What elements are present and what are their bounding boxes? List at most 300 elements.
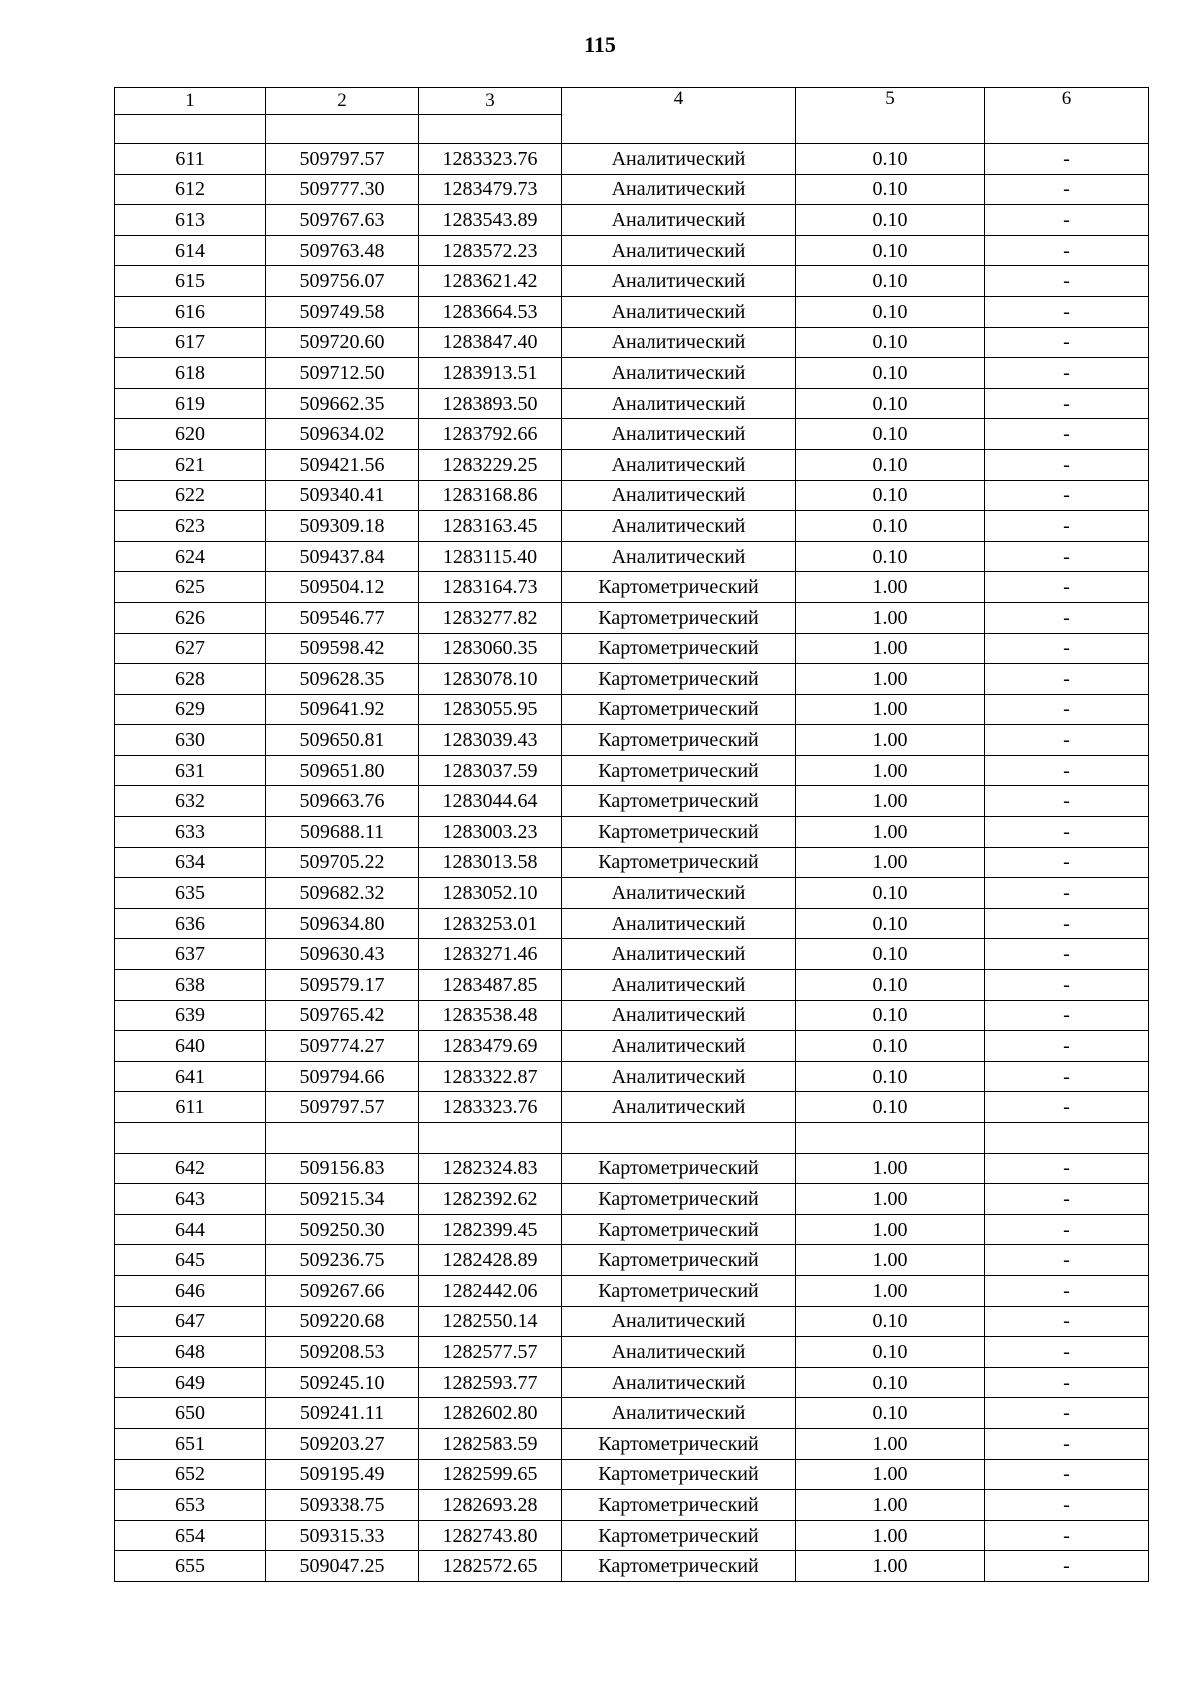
determination-method-cell: Аналитический bbox=[562, 144, 796, 175]
y-coordinate-cell: 1282428.89 bbox=[419, 1245, 562, 1276]
table-row bbox=[115, 694, 1149, 725]
table-row bbox=[115, 235, 1149, 266]
accuracy-cell: 0.10 bbox=[796, 511, 985, 542]
accuracy-cell: 0.10 bbox=[796, 1092, 985, 1123]
description-cell: - bbox=[985, 1520, 1149, 1551]
y-coordinate-cell: 1283913.51 bbox=[419, 358, 562, 389]
point-number-cell: 647 bbox=[115, 1306, 266, 1337]
accuracy-cell: 1.00 bbox=[796, 1551, 985, 1582]
header-subcell-2 bbox=[266, 115, 419, 144]
description-cell: - bbox=[985, 572, 1149, 603]
determination-method-cell: Аналитический bbox=[562, 1337, 796, 1368]
y-coordinate-cell: 1283229.25 bbox=[419, 449, 562, 480]
point-number-cell: 626 bbox=[115, 602, 266, 633]
determination-method-cell: Аналитический bbox=[562, 970, 796, 1001]
point-number-cell: 635 bbox=[115, 878, 266, 909]
x-coordinate-cell: 509315.33 bbox=[266, 1520, 419, 1551]
y-coordinate-cell: 1282324.83 bbox=[419, 1153, 562, 1184]
accuracy-cell: 0.10 bbox=[796, 1367, 985, 1398]
x-coordinate-cell: 509630.43 bbox=[266, 939, 419, 970]
column-header-1: 1 bbox=[115, 88, 266, 115]
table-row bbox=[115, 1428, 1149, 1459]
determination-method-cell: Картометрический bbox=[562, 847, 796, 878]
x-coordinate-cell bbox=[266, 1123, 419, 1154]
y-coordinate-cell: 1283277.82 bbox=[419, 602, 562, 633]
determination-method-cell: Картометрический bbox=[562, 1459, 796, 1490]
column-number-row bbox=[115, 88, 1149, 115]
description-cell: - bbox=[985, 205, 1149, 236]
accuracy-cell: 0.10 bbox=[796, 939, 985, 970]
x-coordinate-cell: 509236.75 bbox=[266, 1245, 419, 1276]
y-coordinate-cell: 1283621.42 bbox=[419, 266, 562, 297]
point-number-cell: 651 bbox=[115, 1428, 266, 1459]
y-coordinate-cell: 1283164.73 bbox=[419, 572, 562, 603]
y-coordinate-cell: 1282550.14 bbox=[419, 1306, 562, 1337]
point-number-cell: 634 bbox=[115, 847, 266, 878]
x-coordinate-cell: 509641.92 bbox=[266, 694, 419, 725]
accuracy-cell: 1.00 bbox=[796, 755, 985, 786]
table-row bbox=[115, 1490, 1149, 1521]
point-number-cell: 613 bbox=[115, 205, 266, 236]
x-coordinate-cell: 509047.25 bbox=[266, 1551, 419, 1582]
determination-method-cell: Картометрический bbox=[562, 1275, 796, 1306]
x-coordinate-cell: 509794.66 bbox=[266, 1061, 419, 1092]
x-coordinate-cell: 509546.77 bbox=[266, 602, 419, 633]
accuracy-cell: 0.10 bbox=[796, 266, 985, 297]
point-number-cell: 623 bbox=[115, 511, 266, 542]
point-number-cell: 625 bbox=[115, 572, 266, 603]
x-coordinate-cell: 509437.84 bbox=[266, 541, 419, 572]
description-cell: - bbox=[985, 296, 1149, 327]
description-cell: - bbox=[985, 602, 1149, 633]
determination-method-cell: Аналитический bbox=[562, 296, 796, 327]
y-coordinate-cell: 1283323.76 bbox=[419, 144, 562, 175]
determination-method-cell bbox=[562, 1123, 796, 1154]
determination-method-cell: Картометрический bbox=[562, 1245, 796, 1276]
point-number-cell: 631 bbox=[115, 755, 266, 786]
table-row bbox=[115, 786, 1149, 817]
column-header-4: 4 bbox=[562, 88, 796, 144]
point-number-cell bbox=[115, 1123, 266, 1154]
description-cell: - bbox=[985, 449, 1149, 480]
accuracy-cell: 0.10 bbox=[796, 1337, 985, 1368]
accuracy-cell: 0.10 bbox=[796, 1306, 985, 1337]
determination-method-cell: Аналитический bbox=[562, 1061, 796, 1092]
description-cell: - bbox=[985, 1337, 1149, 1368]
table-row bbox=[115, 572, 1149, 603]
x-coordinate-cell: 509765.42 bbox=[266, 1000, 419, 1031]
table-row bbox=[115, 1031, 1149, 1062]
x-coordinate-cell: 509208.53 bbox=[266, 1337, 419, 1368]
y-coordinate-cell: 1282599.65 bbox=[419, 1459, 562, 1490]
y-coordinate-cell: 1282593.77 bbox=[419, 1367, 562, 1398]
point-number-cell: 622 bbox=[115, 480, 266, 511]
description-cell: - bbox=[985, 1490, 1149, 1521]
accuracy-cell: 1.00 bbox=[796, 633, 985, 664]
y-coordinate-cell: 1283060.35 bbox=[419, 633, 562, 664]
table-row bbox=[115, 1123, 1149, 1154]
point-number-cell: 615 bbox=[115, 266, 266, 297]
point-number-cell: 653 bbox=[115, 1490, 266, 1521]
x-coordinate-cell: 509688.11 bbox=[266, 817, 419, 848]
table-row bbox=[115, 449, 1149, 480]
table-row bbox=[115, 541, 1149, 572]
table-row bbox=[115, 908, 1149, 939]
point-number-cell: 637 bbox=[115, 939, 266, 970]
description-cell: - bbox=[985, 174, 1149, 205]
table-row bbox=[115, 1367, 1149, 1398]
description-cell: - bbox=[985, 878, 1149, 909]
point-number-cell: 642 bbox=[115, 1153, 266, 1184]
point-number-cell: 624 bbox=[115, 541, 266, 572]
y-coordinate-cell: 1282743.80 bbox=[419, 1520, 562, 1551]
point-number-cell: 636 bbox=[115, 908, 266, 939]
y-coordinate-cell: 1283037.59 bbox=[419, 755, 562, 786]
point-number-cell: 612 bbox=[115, 174, 266, 205]
determination-method-cell: Картометрический bbox=[562, 1520, 796, 1551]
description-cell: - bbox=[985, 694, 1149, 725]
x-coordinate-cell: 509763.48 bbox=[266, 235, 419, 266]
accuracy-cell: 0.10 bbox=[796, 1031, 985, 1062]
accuracy-cell: 1.00 bbox=[796, 1459, 985, 1490]
description-cell: - bbox=[985, 358, 1149, 389]
description-cell: - bbox=[985, 1367, 1149, 1398]
accuracy-cell: 1.00 bbox=[796, 602, 985, 633]
y-coordinate-cell: 1283271.46 bbox=[419, 939, 562, 970]
column-header-3: 3 bbox=[419, 88, 562, 115]
accuracy-cell: 0.10 bbox=[796, 480, 985, 511]
table-row bbox=[115, 480, 1149, 511]
y-coordinate-cell: 1283543.89 bbox=[419, 205, 562, 236]
accuracy-cell: 0.10 bbox=[796, 541, 985, 572]
table-body bbox=[115, 88, 1149, 1582]
point-number-cell: 620 bbox=[115, 419, 266, 450]
accuracy-cell: 0.10 bbox=[796, 327, 985, 358]
table-row bbox=[115, 878, 1149, 909]
description-cell: - bbox=[985, 1245, 1149, 1276]
point-number-cell: 611 bbox=[115, 144, 266, 175]
description-cell: - bbox=[985, 1061, 1149, 1092]
accuracy-cell: 0.10 bbox=[796, 1000, 985, 1031]
point-number-cell: 619 bbox=[115, 388, 266, 419]
description-cell: - bbox=[985, 633, 1149, 664]
x-coordinate-cell: 509756.07 bbox=[266, 266, 419, 297]
accuracy-cell: 1.00 bbox=[796, 694, 985, 725]
y-coordinate-cell: 1282442.06 bbox=[419, 1275, 562, 1306]
determination-method-cell: Аналитический bbox=[562, 1398, 796, 1429]
accuracy-cell: 0.10 bbox=[796, 358, 985, 389]
determination-method-cell: Картометрический bbox=[562, 694, 796, 725]
determination-method-cell: Картометрический bbox=[562, 725, 796, 756]
x-coordinate-cell: 509309.18 bbox=[266, 511, 419, 542]
description-cell: - bbox=[985, 1551, 1149, 1582]
accuracy-cell: 0.10 bbox=[796, 205, 985, 236]
determination-method-cell: Аналитический bbox=[562, 480, 796, 511]
determination-method-cell: Картометрический bbox=[562, 1184, 796, 1215]
y-coordinate-cell: 1283322.87 bbox=[419, 1061, 562, 1092]
point-number-cell: 632 bbox=[115, 786, 266, 817]
point-number-cell: 621 bbox=[115, 449, 266, 480]
description-cell: - bbox=[985, 266, 1149, 297]
accuracy-cell: 0.10 bbox=[796, 878, 985, 909]
accuracy-cell: 1.00 bbox=[796, 847, 985, 878]
x-coordinate-cell: 509245.10 bbox=[266, 1367, 419, 1398]
y-coordinate-cell: 1282572.65 bbox=[419, 1551, 562, 1582]
description-cell: - bbox=[985, 327, 1149, 358]
determination-method-cell: Аналитический bbox=[562, 1367, 796, 1398]
table-row bbox=[115, 419, 1149, 450]
accuracy-cell: 0.10 bbox=[796, 1398, 985, 1429]
determination-method-cell: Картометрический bbox=[562, 602, 796, 633]
description-cell: - bbox=[985, 1031, 1149, 1062]
point-number-cell: 630 bbox=[115, 725, 266, 756]
description-cell: - bbox=[985, 1306, 1149, 1337]
y-coordinate-cell: 1282602.80 bbox=[419, 1398, 562, 1429]
accuracy-cell bbox=[796, 1123, 985, 1154]
determination-method-cell: Аналитический bbox=[562, 908, 796, 939]
point-number-cell: 640 bbox=[115, 1031, 266, 1062]
table-row bbox=[115, 1000, 1149, 1031]
y-coordinate-cell: 1282693.28 bbox=[419, 1490, 562, 1521]
x-coordinate-cell: 509651.80 bbox=[266, 755, 419, 786]
determination-method-cell: Картометрический bbox=[562, 1214, 796, 1245]
point-number-cell: 644 bbox=[115, 1214, 266, 1245]
y-coordinate-cell: 1282577.57 bbox=[419, 1337, 562, 1368]
x-coordinate-cell: 509628.35 bbox=[266, 664, 419, 695]
point-number-cell: 652 bbox=[115, 1459, 266, 1490]
description-cell: - bbox=[985, 1275, 1149, 1306]
x-coordinate-cell: 509421.56 bbox=[266, 449, 419, 480]
description-cell: - bbox=[985, 817, 1149, 848]
y-coordinate-cell: 1283664.53 bbox=[419, 296, 562, 327]
description-cell: - bbox=[985, 1000, 1149, 1031]
x-coordinate-cell: 509215.34 bbox=[266, 1184, 419, 1215]
point-number-cell: 628 bbox=[115, 664, 266, 695]
y-coordinate-cell: 1283039.43 bbox=[419, 725, 562, 756]
x-coordinate-cell: 509634.02 bbox=[266, 419, 419, 450]
accuracy-cell: 1.00 bbox=[796, 1214, 985, 1245]
y-coordinate-cell: 1283013.58 bbox=[419, 847, 562, 878]
determination-method-cell: Аналитический bbox=[562, 511, 796, 542]
x-coordinate-cell: 509705.22 bbox=[266, 847, 419, 878]
description-cell: - bbox=[985, 755, 1149, 786]
description-cell bbox=[985, 1123, 1149, 1154]
determination-method-cell: Картометрический bbox=[562, 1153, 796, 1184]
point-number-cell: 649 bbox=[115, 1367, 266, 1398]
description-cell: - bbox=[985, 419, 1149, 450]
accuracy-cell: 0.10 bbox=[796, 235, 985, 266]
description-cell: - bbox=[985, 541, 1149, 572]
accuracy-cell: 1.00 bbox=[796, 725, 985, 756]
x-coordinate-cell: 509749.58 bbox=[266, 296, 419, 327]
accuracy-cell: 1.00 bbox=[796, 1520, 985, 1551]
accuracy-cell: 1.00 bbox=[796, 1490, 985, 1521]
x-coordinate-cell: 509250.30 bbox=[266, 1214, 419, 1245]
table-row bbox=[115, 1092, 1149, 1123]
y-coordinate-cell: 1283572.23 bbox=[419, 235, 562, 266]
y-coordinate-cell: 1283115.40 bbox=[419, 541, 562, 572]
point-number-cell: 654 bbox=[115, 1520, 266, 1551]
x-coordinate-cell: 509579.17 bbox=[266, 970, 419, 1001]
x-coordinate-cell: 509220.68 bbox=[266, 1306, 419, 1337]
y-coordinate-cell: 1283323.76 bbox=[419, 1092, 562, 1123]
table-row bbox=[115, 388, 1149, 419]
point-number-cell: 611 bbox=[115, 1092, 266, 1123]
description-cell: - bbox=[985, 664, 1149, 695]
description-cell: - bbox=[985, 908, 1149, 939]
x-coordinate-cell: 509650.81 bbox=[266, 725, 419, 756]
header-subcell-1 bbox=[115, 115, 266, 144]
determination-method-cell: Аналитический bbox=[562, 388, 796, 419]
y-coordinate-cell bbox=[419, 1123, 562, 1154]
point-number-cell: 650 bbox=[115, 1398, 266, 1429]
point-number-cell: 617 bbox=[115, 327, 266, 358]
x-coordinate-cell: 509338.75 bbox=[266, 1490, 419, 1521]
table-row bbox=[115, 358, 1149, 389]
table-row bbox=[115, 664, 1149, 695]
description-cell: - bbox=[985, 786, 1149, 817]
determination-method-cell: Аналитический bbox=[562, 235, 796, 266]
determination-method-cell: Аналитический bbox=[562, 878, 796, 909]
determination-method-cell: Картометрический bbox=[562, 633, 796, 664]
y-coordinate-cell: 1283487.85 bbox=[419, 970, 562, 1001]
table-row bbox=[115, 1520, 1149, 1551]
table-row bbox=[115, 633, 1149, 664]
y-coordinate-cell: 1283792.66 bbox=[419, 419, 562, 450]
determination-method-cell: Картометрический bbox=[562, 786, 796, 817]
description-cell: - bbox=[985, 1184, 1149, 1215]
accuracy-cell: 1.00 bbox=[796, 1153, 985, 1184]
determination-method-cell: Аналитический bbox=[562, 541, 796, 572]
description-cell: - bbox=[985, 235, 1149, 266]
page-number: 115 bbox=[584, 32, 616, 57]
table-row bbox=[115, 1459, 1149, 1490]
description-cell: - bbox=[985, 144, 1149, 175]
accuracy-cell: 0.10 bbox=[796, 144, 985, 175]
x-coordinate-cell: 509720.60 bbox=[266, 327, 419, 358]
column-header-6: 6 bbox=[985, 88, 1149, 144]
point-number-cell: 648 bbox=[115, 1337, 266, 1368]
coordinates-table bbox=[114, 87, 1149, 1582]
x-coordinate-cell: 509797.57 bbox=[266, 1092, 419, 1123]
y-coordinate-cell: 1282399.45 bbox=[419, 1214, 562, 1245]
determination-method-cell: Аналитический bbox=[562, 327, 796, 358]
accuracy-cell: 0.10 bbox=[796, 449, 985, 480]
description-cell: - bbox=[985, 480, 1149, 511]
accuracy-cell: 1.00 bbox=[796, 664, 985, 695]
determination-method-cell: Аналитический bbox=[562, 174, 796, 205]
accuracy-cell: 1.00 bbox=[796, 1428, 985, 1459]
table-row bbox=[115, 755, 1149, 786]
point-number-cell: 638 bbox=[115, 970, 266, 1001]
y-coordinate-cell: 1283003.23 bbox=[419, 817, 562, 848]
determination-method-cell: Картометрический bbox=[562, 664, 796, 695]
x-coordinate-cell: 509682.32 bbox=[266, 878, 419, 909]
x-coordinate-cell: 509712.50 bbox=[266, 358, 419, 389]
description-cell: - bbox=[985, 1459, 1149, 1490]
determination-method-cell: Аналитический bbox=[562, 1306, 796, 1337]
table-row bbox=[115, 970, 1149, 1001]
determination-method-cell: Аналитический bbox=[562, 1000, 796, 1031]
point-number-cell: 629 bbox=[115, 694, 266, 725]
table-row bbox=[115, 1337, 1149, 1368]
table-row bbox=[115, 1398, 1149, 1429]
point-number-cell: 618 bbox=[115, 358, 266, 389]
y-coordinate-cell: 1282392.62 bbox=[419, 1184, 562, 1215]
determination-method-cell: Аналитический bbox=[562, 358, 796, 389]
accuracy-cell: 0.10 bbox=[796, 1061, 985, 1092]
determination-method-cell: Аналитический bbox=[562, 1092, 796, 1123]
description-cell: - bbox=[985, 970, 1149, 1001]
table-row bbox=[115, 725, 1149, 756]
y-coordinate-cell: 1283044.64 bbox=[419, 786, 562, 817]
table-row bbox=[115, 266, 1149, 297]
description-cell: - bbox=[985, 1214, 1149, 1245]
y-coordinate-cell: 1283847.40 bbox=[419, 327, 562, 358]
determination-method-cell: Аналитический bbox=[562, 1031, 796, 1062]
x-coordinate-cell: 509504.12 bbox=[266, 572, 419, 603]
x-coordinate-cell: 509156.83 bbox=[266, 1153, 419, 1184]
y-coordinate-cell: 1282583.59 bbox=[419, 1428, 562, 1459]
x-coordinate-cell: 509767.63 bbox=[266, 205, 419, 236]
accuracy-cell: 1.00 bbox=[796, 1184, 985, 1215]
accuracy-cell: 0.10 bbox=[796, 970, 985, 1001]
table-row bbox=[115, 1184, 1149, 1215]
point-number-cell: 655 bbox=[115, 1551, 266, 1582]
description-cell: - bbox=[985, 511, 1149, 542]
point-number-cell: 645 bbox=[115, 1245, 266, 1276]
y-coordinate-cell: 1283538.48 bbox=[419, 1000, 562, 1031]
y-coordinate-cell: 1283893.50 bbox=[419, 388, 562, 419]
table-row bbox=[115, 1214, 1149, 1245]
accuracy-cell: 1.00 bbox=[796, 786, 985, 817]
accuracy-cell: 1.00 bbox=[796, 572, 985, 603]
x-coordinate-cell: 509663.76 bbox=[266, 786, 419, 817]
table-row bbox=[115, 1245, 1149, 1276]
accuracy-cell: 0.10 bbox=[796, 908, 985, 939]
x-coordinate-cell: 509267.66 bbox=[266, 1275, 419, 1306]
x-coordinate-cell: 509203.27 bbox=[266, 1428, 419, 1459]
point-number-cell: 641 bbox=[115, 1061, 266, 1092]
table-row bbox=[115, 1306, 1149, 1337]
x-coordinate-cell: 509598.42 bbox=[266, 633, 419, 664]
point-number-cell: 616 bbox=[115, 296, 266, 327]
point-number-cell: 646 bbox=[115, 1275, 266, 1306]
table-row bbox=[115, 1153, 1149, 1184]
determination-method-cell: Картометрический bbox=[562, 817, 796, 848]
description-cell: - bbox=[985, 939, 1149, 970]
table-row bbox=[115, 1275, 1149, 1306]
table-row bbox=[115, 296, 1149, 327]
y-coordinate-cell: 1283052.10 bbox=[419, 878, 562, 909]
point-number-cell: 643 bbox=[115, 1184, 266, 1215]
table-row bbox=[115, 847, 1149, 878]
table-row bbox=[115, 1061, 1149, 1092]
x-coordinate-cell: 509241.11 bbox=[266, 1398, 419, 1429]
x-coordinate-cell: 509662.35 bbox=[266, 388, 419, 419]
accuracy-cell: 0.10 bbox=[796, 296, 985, 327]
table-row bbox=[115, 174, 1149, 205]
accuracy-cell: 0.10 bbox=[796, 388, 985, 419]
table-row bbox=[115, 1551, 1149, 1582]
description-cell: - bbox=[985, 1398, 1149, 1429]
x-coordinate-cell: 509777.30 bbox=[266, 174, 419, 205]
table-row bbox=[115, 205, 1149, 236]
table-row bbox=[115, 144, 1149, 175]
determination-method-cell: Картометрический bbox=[562, 1428, 796, 1459]
table-row bbox=[115, 327, 1149, 358]
description-cell: - bbox=[985, 847, 1149, 878]
